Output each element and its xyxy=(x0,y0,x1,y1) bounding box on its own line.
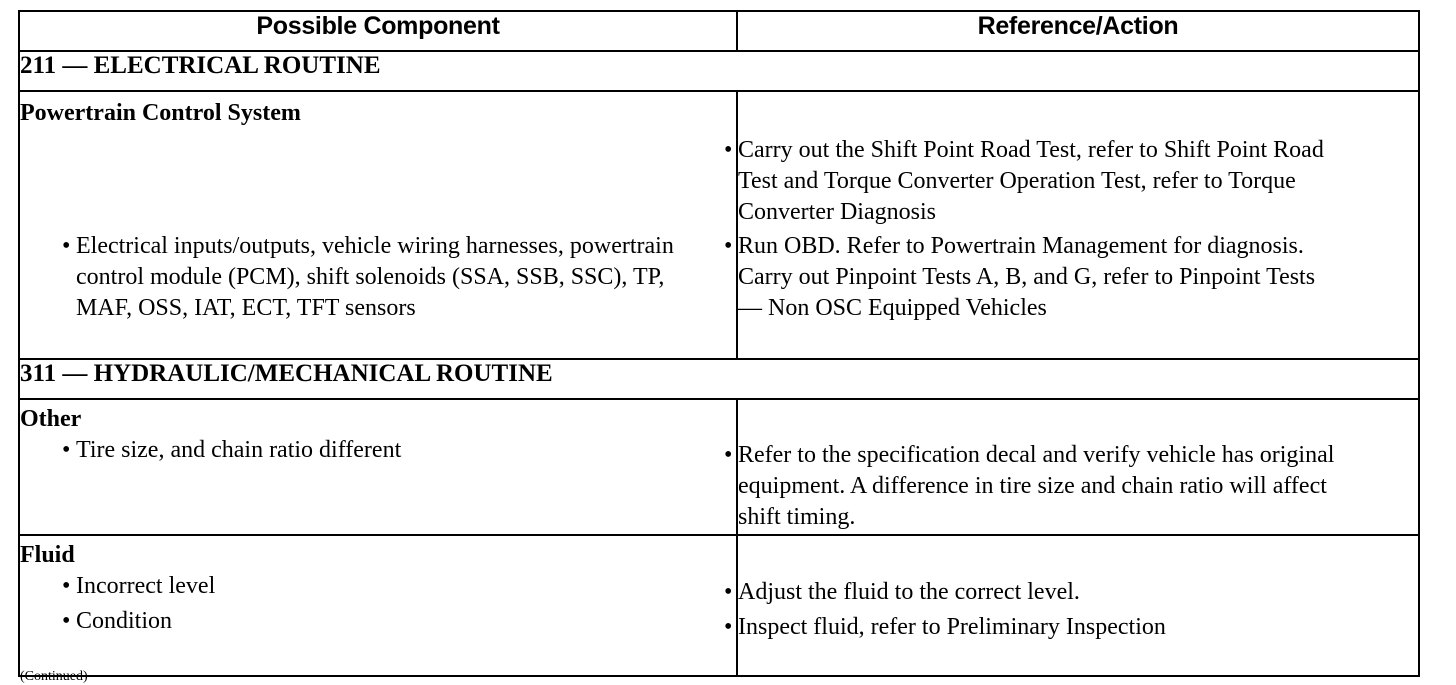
action-item: • Carry out the Shift Point Road Test, refer to Shift Point Road Test and Torque Converter Operation Test, refer to Torque Converter Diagnosis xyxy=(738,135,1363,228)
component-item: • Incorrect level xyxy=(76,571,736,602)
action-cell xyxy=(737,535,1419,676)
table-row-powertrain xyxy=(19,91,1419,359)
action-item: • Run OBD. Refer to Powertrain Management for diagnosis. Carry out Pinpoint Tests A, B, and G, refer to Pinpoint Tests — Non OSC Equipped Vehicles xyxy=(738,231,1338,324)
category-powertrain-control-system: Powertrain Control System xyxy=(20,100,301,126)
category-other: Other xyxy=(20,406,82,432)
section-title-electrical: 211 — ELECTRICAL ROUTINE xyxy=(19,51,1419,91)
component-item: • Condition xyxy=(76,606,736,637)
component-cell xyxy=(19,535,737,676)
continued-note: (Continued) xyxy=(20,669,88,684)
action-cell xyxy=(737,399,1419,535)
header-row xyxy=(19,11,1419,51)
action-item: • Refer to the specification decal and verify vehicle has original equipment. A difference in tire size and chain ratio will affect shift timing. xyxy=(738,440,1348,533)
diagnosis-table-page xyxy=(18,10,1418,677)
action-item: • Inspect fluid, refer to Preliminary Inspection xyxy=(738,612,1418,643)
header-reference-action: Reference/Action xyxy=(737,11,1419,51)
table-row-fluid xyxy=(19,535,1419,676)
diagnosis-table xyxy=(18,10,1420,677)
table-row-other xyxy=(19,399,1419,535)
category-fluid: Fluid xyxy=(20,542,75,568)
section-row-electrical xyxy=(19,51,1419,91)
component-item: • Tire size, and chain ratio different xyxy=(76,435,736,466)
component-cell xyxy=(19,91,737,359)
header-possible-component: Possible Component xyxy=(19,11,737,51)
action-cell xyxy=(737,91,1419,359)
section-title-hydraulic: 311 — HYDRAULIC/MECHANICAL ROUTINE xyxy=(19,359,1419,399)
component-cell xyxy=(19,399,737,535)
action-item: • Adjust the fluid to the correct level. xyxy=(738,577,1418,608)
section-row-hydraulic xyxy=(19,359,1419,399)
component-item: • Electrical inputs/outputs, vehicle wiring harnesses, powertrain control module (PCM), shift solenoids (SSA, SSB, SSC), TP, MAF, OSS, IAT, ECT, TFT sensors xyxy=(76,231,706,324)
